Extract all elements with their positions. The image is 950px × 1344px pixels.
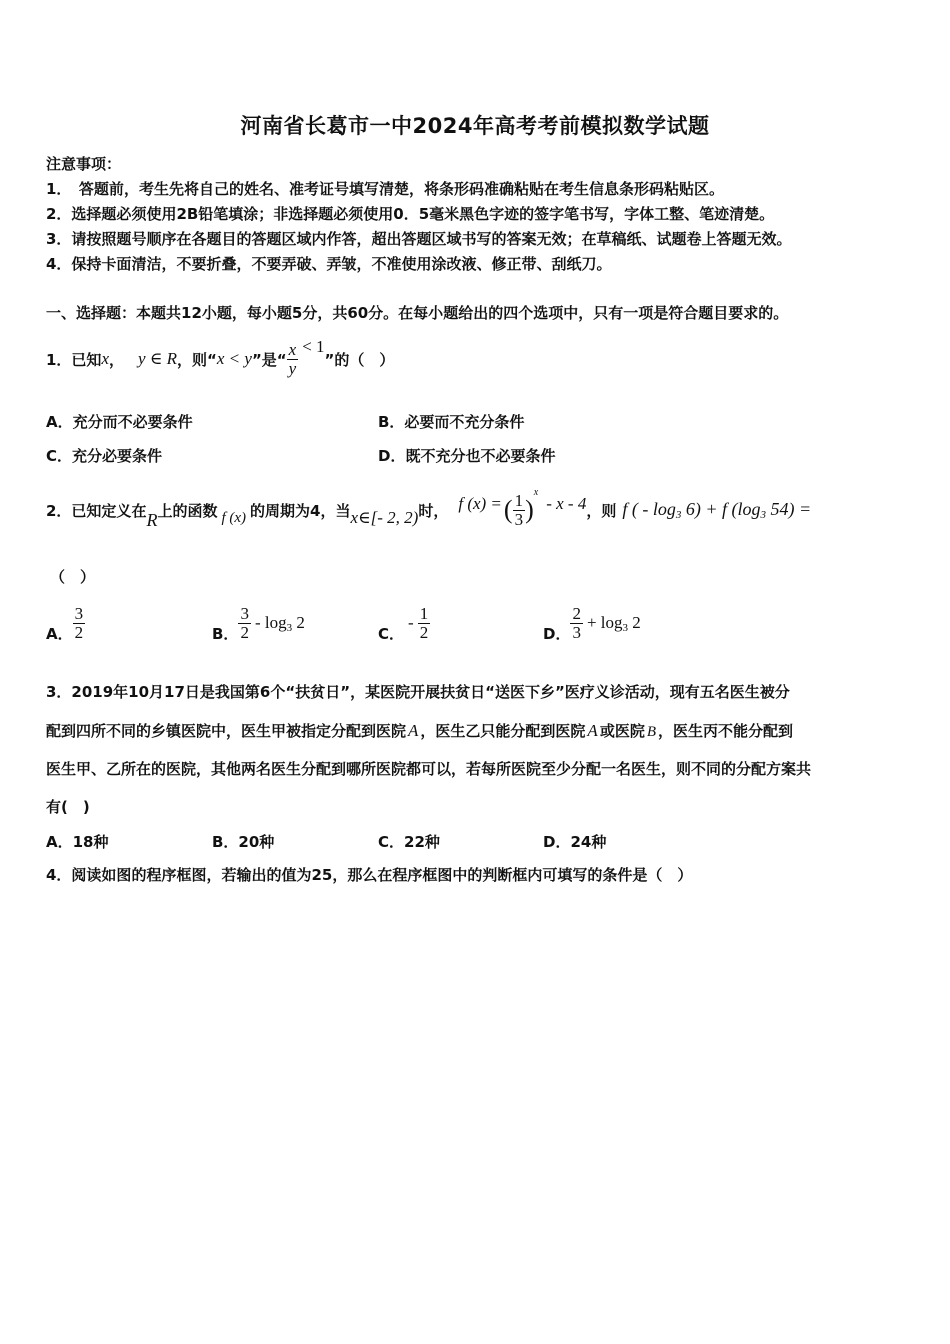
q2-expr-part1: f ( - log [622,499,676,519]
q1-var-x: x [101,349,109,368]
q3-option-b: B．20种 [212,833,275,851]
page-title: 河南省长葛市一中2024年高考考前模拟数学试题 [240,114,710,138]
q2-option-c-label: C． [378,624,405,643]
q2-option-c-den: 2 [419,622,429,642]
q2-option-d [543,598,641,648]
q3-line-2b: ，医生乙只能分配到医院 [420,721,586,740]
q2-option-b-label: B． [212,624,239,643]
q2-def-frac-num: 1 [514,490,524,510]
notice-item-2: 2．选择题必须使用2B铅笔填涂；非选择题必须使用0．5毫米黑色字迹的签字笔书写，字体工整、笔迹清楚。 [46,205,775,223]
q2-fx: f (x) [221,509,247,526]
q2-option-d-fraction [570,605,583,642]
q2-expr-part3: 54) = [765,499,812,519]
q3-line-4: 有( ) [46,797,90,816]
q2-option-b [212,598,305,648]
question-1 [46,334,394,384]
q2-prefix: 2．已知定义在 [46,501,147,520]
q2-mid2: 的周期为4，当 [250,501,351,520]
notice-item-4: 4．保持卡面清洁，不要折叠，不要弄破、弄皱，不准使用涂改液、修正带、刮纸刀。 [46,255,612,273]
q1-then: ，则“ [177,350,217,369]
q2-def-exponent: x [533,486,539,498]
q2-domain: x∈[- 2, 2) [350,508,419,527]
q2-mid1: 上的函数 [157,501,218,520]
section-heading: 一、选择题：本题共12小题，每小题5分，共60分。在每小题给出的四个选项中，只有一项是符合题目要求的。 [46,304,789,322]
q1-option-b: B．必要而不充分条件 [378,413,525,431]
q2-option-d-label: D． [543,624,571,643]
q2-def-tail: - x - 4 [546,494,587,513]
q1-option-d: D．既不充分也不必要条件 [378,447,556,465]
q1-option-a: A．充分而不必要条件 [46,413,193,431]
q2-option-d-log-base: 3 [622,621,629,634]
question-4: 4．阅读如图的程序框图，若输出的值为25，那么在程序框图中的判断框内可填写的条件是（ ） [46,866,693,884]
q2-expr-base2: 3 [760,509,766,521]
q3-line-2c: 或医院 [599,721,645,740]
q2-def-lhs: f (x) = [458,494,502,513]
q2-set-r: R [146,509,158,530]
q2-answer-blank: （ ） [50,568,96,586]
q2-option-b-log-arg: 2 [292,612,305,632]
q2-option-c-num: 1 [419,603,429,623]
q2-option-c-fraction [418,605,431,642]
notice-item-3: 3．请按照题号顺序在各题目的答题区域内作答，超出答题区域书写的答案无效；在草稿纸、试题卷上答题无效。 [46,230,792,248]
q2-right-paren: ) [525,495,534,524]
q2-mid4: ，则 [586,501,617,520]
q3-option-a: A．18种 [46,833,109,851]
q1-prefix: 1．已知 [46,350,102,369]
q2-option-d-log [587,613,641,634]
question-2 [46,484,811,536]
q2-expr-part2: 6) + f (log [681,499,761,519]
q2-option-b-log [255,613,305,634]
notice-item-1: 1． 答题前，考生先将自己的姓名、准考证号填写清楚，将条形码准确粘贴在考生信息条形码粘贴区。 [46,180,724,198]
q3-line-2a: 配到四所不同的乡镇医院中，医生甲被指定分配到医院 [46,721,407,740]
q3-option-d: D．24种 [543,833,607,851]
q2-option-c [378,598,430,648]
q3-hospital-b: B [646,723,656,740]
q3-hospital-a: A [408,720,419,740]
q2-option-a-label: A． [46,624,73,643]
q1-end: ”的（ ） [324,350,395,369]
q1-y-in-r: y ∈ R [138,349,178,368]
q2-option-a-num: 3 [74,603,84,623]
q3-option-c: C．22种 [378,833,440,851]
q2-left-paren: ( [503,495,513,524]
q1-fraction [287,341,299,378]
q2-option-d-log-arg: 2 [628,612,641,632]
q3-line-2d: ，医生丙不能分配到 [658,721,794,740]
q1-frac-den: y [288,358,297,378]
q3-hospital-a-2: A [587,720,598,740]
q2-expr-base1: 3 [675,509,682,521]
q2-expression [622,499,811,521]
q2-def-fraction [513,492,526,529]
question-3 [46,674,906,826]
q2-option-a [46,598,85,648]
q2-option-b-log-text: - log [254,612,287,632]
q1-is: ”是“ [251,350,287,369]
q2-option-b-fraction [238,605,251,642]
q2-option-d-den: 3 [572,622,581,642]
q1-option-c: C．充分必要条件 [46,447,163,465]
q1-frac-num: x [288,339,297,359]
q2-option-c-sign: - [408,613,414,632]
q1-lt1: < 1 [302,337,325,356]
q2-option-a-den: 2 [74,622,84,642]
notice-heading: 注意事项： [46,155,122,173]
q2-option-b-num: 3 [240,603,249,623]
q3-line-2 [46,712,906,752]
q3-line-3: 医生甲、乙所在的医院，其他两名医生分配到哪所医院都可以，若每所医院至少分配一名医生，则不同的分配方案共 [46,760,812,778]
q2-option-d-num: 2 [572,603,581,623]
q2-option-a-fraction [73,605,86,642]
q3-line-1: 3．2019年10月17日是我国第6个“扶贫日”，某医院开展扶贫日“送医下乡”医疗义诊活动，现有五名医生被分 [46,683,790,701]
q1-comma: ， [108,350,124,369]
q2-option-b-log-base: 3 [286,621,293,634]
q2-option-b-den: 2 [240,622,249,642]
q2-mid3: 时， [418,501,449,520]
q1-condition: x < y [216,349,252,368]
q2-def-frac-den: 3 [514,509,524,529]
q2-option-d-log-text: + log [586,612,623,632]
